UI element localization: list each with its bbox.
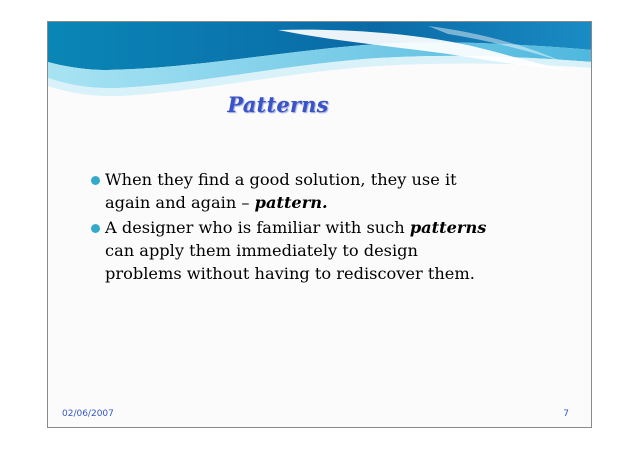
bullet-text: again and again – bbox=[105, 193, 255, 212]
footer-date: 02/06/2007 bbox=[62, 409, 114, 419]
slide bbox=[47, 21, 592, 428]
footer-page-number: 7 bbox=[563, 409, 569, 419]
bullet-dot-icon bbox=[91, 176, 100, 185]
bullet-line: When they find a good solution, they use it bbox=[105, 170, 457, 189]
emphasis-text: pattern. bbox=[254, 193, 328, 212]
bullet-text: A designer who is familiar with such bbox=[105, 218, 410, 237]
bullet-line bbox=[105, 216, 580, 239]
slide-title: Patterns bbox=[227, 92, 329, 117]
bullet-line: can apply them immediately to design bbox=[105, 241, 418, 260]
bullet-item bbox=[90, 216, 580, 285]
header-wave-banner bbox=[48, 22, 592, 100]
bullet-line: problems without having to rediscover them. bbox=[105, 264, 475, 283]
bullet-line bbox=[105, 191, 580, 214]
bullet-item bbox=[90, 168, 580, 214]
bullet-dot-icon bbox=[91, 224, 100, 233]
bullet-list bbox=[90, 168, 580, 287]
emphasis-text: patterns bbox=[409, 218, 487, 237]
